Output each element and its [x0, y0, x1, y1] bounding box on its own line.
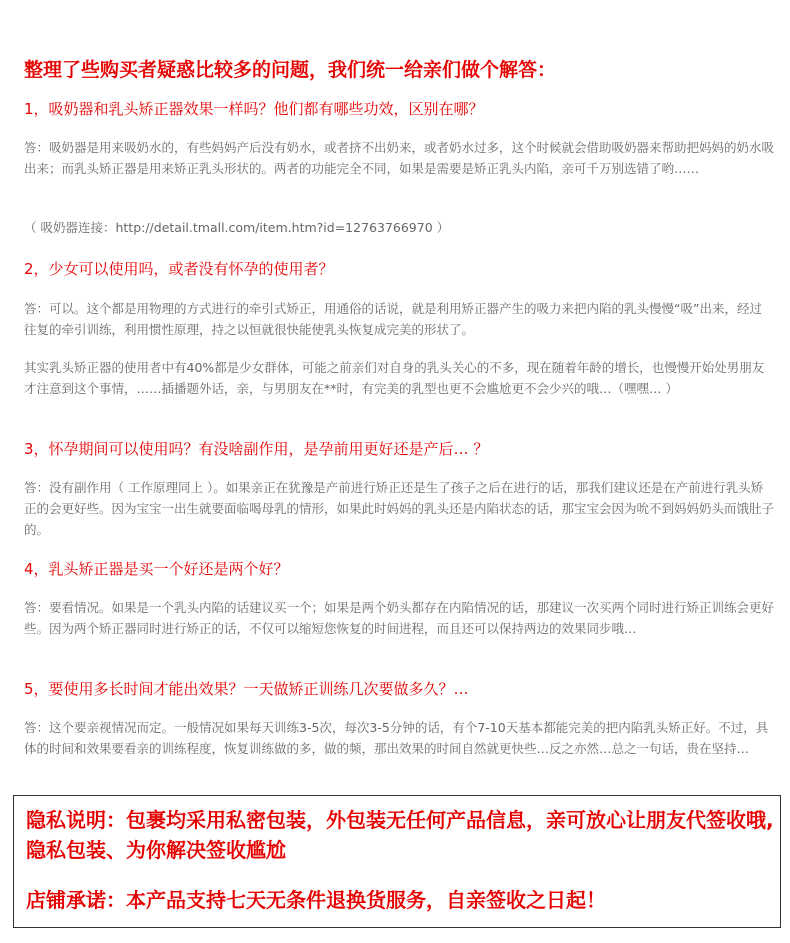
- faq-question-5: 5，要使用多长时间才能出效果？一天做矫正训练几次要做多久？…: [24, 680, 469, 698]
- page-title: 整理了些购买者疑惑比较多的问题，我们统一给亲们做个解答：: [24, 59, 557, 81]
- faq-question-1: 1，吸奶器和乳头矫正器效果一样吗？他们都有哪些功效，区别在哪？: [24, 100, 484, 118]
- faq-answer-4: 答：要看情况。如果是一个乳头内陷的话建议买一个；如果是两个奶头都存在内陷情况的话，那建议一次买两个同时进行矫正训练会更好些。因为两个矫正器同时进行矫正的话，不仅可以缩短您恢复的时间进程，而且还可以保持两边的效果同步哦…: [24, 600, 775, 636]
- faq-question-4: 4，乳头矫正器是买一个好还是两个好？: [24, 560, 289, 578]
- notice-box: [13, 795, 781, 928]
- faq-answer-1: 答：吸奶器是用来吸奶水的，有些妈妈产后没有奶水，或者挤不出奶来，或者奶水过多，这个时候就会借助吸奶器来帮助把妈妈的奶水吸出来；而乳头矫正器是用来矫正乳头形状的。两者的功能完全不同，如果是需要是矫正乳头内陷，亲可千万别选错了哟……: [24, 140, 775, 176]
- privacy-notice: 隐私说明：包裹均采用私密包装，外包装无任何产品信息，亲可放心让朋友代签收哦,隐私包装、为你解决签收尴尬: [26, 808, 774, 862]
- faq-answer-2: 答：可以。这个都是用物理的方式进行的牵引式矫正，用通俗的话说，就是利用矫正器产生的吸力来把内陷的乳头慢慢“吸”出来，经过往复的牵引训练，利用惯性原理，持之以恒就很快能使乳头恢复成完美的形状了。: [24, 301, 762, 337]
- store-promise: 店铺承诺：本产品支持七天无条件退换货服务，自亲签收之日起！: [26, 888, 606, 912]
- faq-answer-3: 答：没有副作用（ 工作原理同上 ）。如果亲正在犹豫是产前进行矫正还是生了孩子之后在进行的话，那我们建议还是在产前进行乳头矫正的会更好些。因为宝宝一出生就要面临喝母乳的情形，如果此时妈妈的乳头还是内陷状态的话，那宝宝会因为吮不到妈妈奶头而饿肚子的。: [24, 480, 775, 537]
- faq-question-2: 2，少女可以使用吗，或者没有怀孕的使用者？: [24, 260, 334, 278]
- faq-link-1: （ 吸奶器连接：http://detail.tmall.com/item.htm?id=12763766970 ）: [24, 220, 450, 235]
- faq-extra-2: 其实乳头矫正器的使用者中有40%都是少女群体，可能之前亲们对自身的乳头关心的不多，现在随着年龄的增长，也慢慢开始处男朋友才注意到这个事情，……插播题外话，亲，与男朋友在**时，有完美的乳型也更不会尴尬更不会少兴的哦…（嘿嘿… ）: [24, 360, 765, 396]
- faq-answer-5: 答：这个要亲视情况而定。一般情况如果每天训练3-5次，每次3-5分钟的话，有个7-10天基本都能完美的把内陷乳头矫正好。不过，具体的时间和效果要看亲的训练程度，恢复训练做的多，做的频，那出效果的时间自然就更快些…反之亦然…总之一句话，贵在坚持…: [24, 720, 769, 756]
- faq-question-3: 3，怀孕期间可以使用吗？有没啥副作用，是孕前用更好还是产后… ？: [24, 440, 489, 458]
